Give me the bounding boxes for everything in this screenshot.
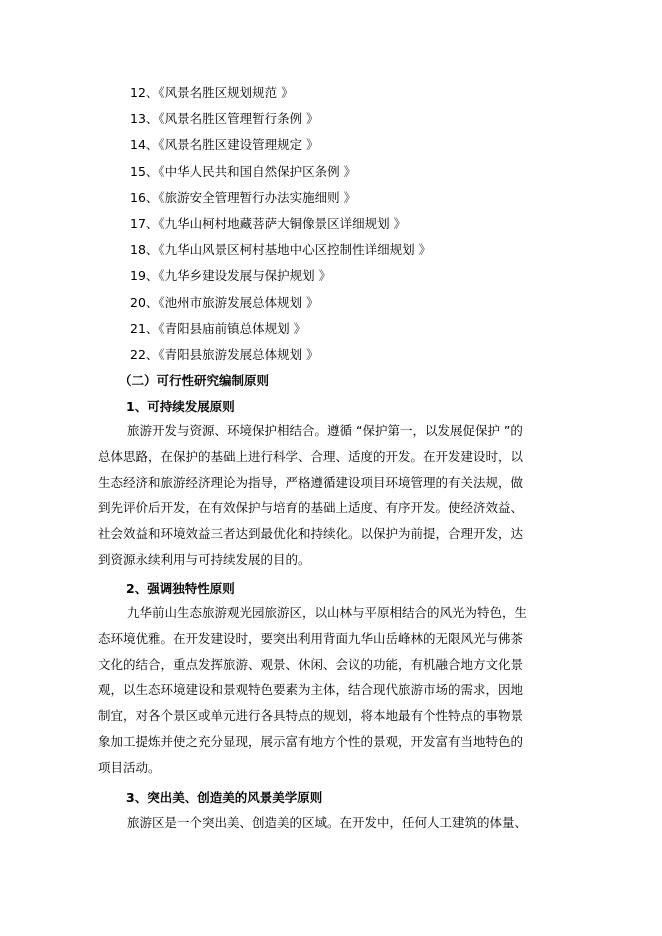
principle-3-paragraph bbox=[98, 810, 560, 836]
paragraph-line: 态环境优雅。在开发建设时，要突出利用背面九华山岳峰林的无限风光与佛茶 bbox=[98, 630, 524, 646]
reference-item: 20、《池州市旅游发展总体规划 》 bbox=[130, 294, 319, 310]
paragraph-line: 九华前山生态旅游观光园旅游区，以山林与平原相结合的风光为特色，生 bbox=[127, 605, 528, 620]
paragraph-line: 旅游开发与资源、环境保护相结合。遵循 “保护第一，以发展促保护 ”的 bbox=[127, 423, 523, 438]
reference-item: 22、《青阳县旅游发展总体规划 》 bbox=[130, 346, 319, 362]
paragraph-line: 象加工提炼并使之充分显现，展示富有地方个性的景观，开发富有当地特色的 bbox=[98, 733, 524, 749]
reference-item: 14、《风景名胜区建设管理规定 》 bbox=[130, 137, 319, 153]
paragraph-line: 制宜，对各个景区或单元进行各具特点的规划，将本地最有个性特点的事物景 bbox=[98, 708, 524, 724]
section-heading: （二）可行性研究编制原则 bbox=[119, 373, 270, 388]
reference-item: 16、《旅游安全管理暂行办法实施细则 》 bbox=[130, 189, 357, 205]
reference-item: 21、《青阳县庙前镇总体规划 》 bbox=[130, 320, 307, 336]
reference-item: 13、《风景名胜区管理暂行条例 》 bbox=[130, 111, 319, 127]
paragraph-line: 总体思路，在保护的基础上进行科学、合理、适度的开发。在开发建设时，以 bbox=[98, 448, 524, 464]
principle-1-heading: 1、可持续发展原则 bbox=[126, 399, 235, 414]
paragraph-line: 项目活动。 bbox=[98, 759, 161, 775]
paragraph-line: 社会效益和环境效益三者达到最优化和持续化。以保护为前提，合理开发，达 bbox=[98, 526, 524, 542]
principle-3-heading: 3、突出美、创造美的风景美学原则 bbox=[126, 790, 323, 805]
principle-2-paragraph bbox=[98, 600, 560, 781]
reference-item: 18、《九华山风景区柯村基地中心区控制性详细规划 》 bbox=[130, 242, 432, 258]
paragraph-line: 到资源永续利用与可持续发展的目的。 bbox=[98, 551, 311, 567]
reference-item: 12、《风景名胜区规划规范 》 bbox=[130, 85, 294, 100]
paragraph-line: 文化的结合，重点发挥旅游、观景、休闲、会议的功能，有机融合地方文化景 bbox=[98, 656, 524, 672]
paragraph-line: 旅游区是一个突出美、创造美的区域。在开发中，任何人工建筑的体量、 bbox=[127, 815, 528, 830]
paragraph-line: 观，以生态环境建设和景观特色要素为主体，结合现代旅游市场的需求，因地 bbox=[98, 682, 524, 698]
reference-item: 19、《九华乡建设发展与保护规划 》 bbox=[130, 268, 332, 284]
paragraph-line: 生态经济和旅游经济理论为指导，严格遵循建设项目环境管理的有关法规，做 bbox=[98, 474, 524, 490]
paragraph-line: 到先评价后开发，在有效保护与培育的基础上适度、有序开发。使经济效益、 bbox=[98, 500, 524, 516]
reference-item: 17、《九华山柯村地藏菩萨大铜像景区详细规划 》 bbox=[130, 215, 407, 231]
principle-1-paragraph bbox=[98, 418, 560, 573]
reference-list bbox=[130, 84, 431, 372]
reference-item: 15、《中华人民共和国自然保护区条例 》 bbox=[130, 163, 357, 179]
principle-2-heading: 2、强调独特性原则 bbox=[126, 581, 235, 596]
